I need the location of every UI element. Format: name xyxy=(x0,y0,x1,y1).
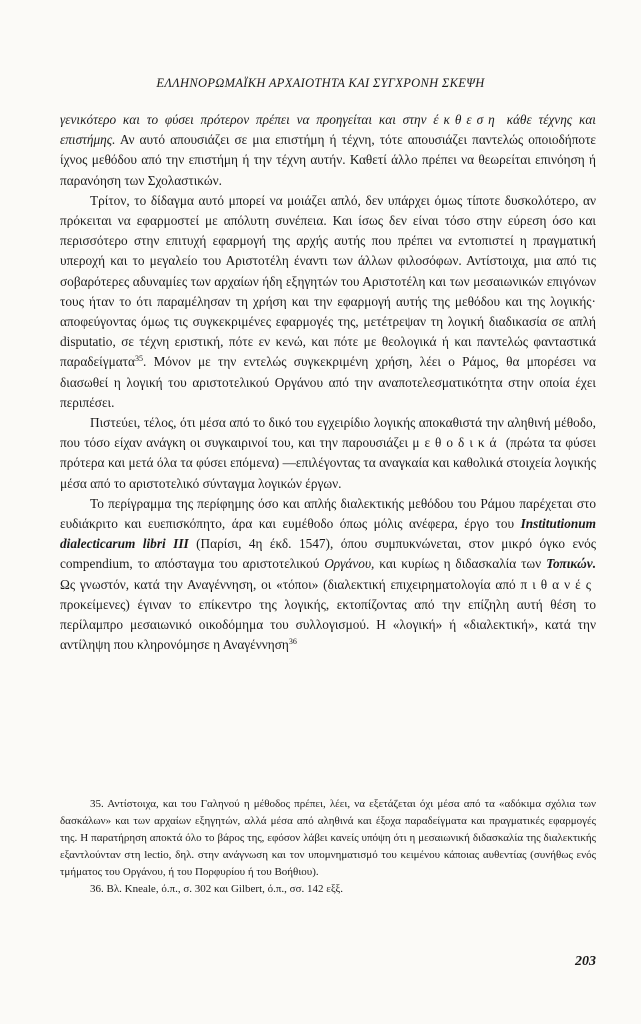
book-title: Institutionum dialecticarum libri III xyxy=(60,516,596,552)
text-fragment: Το περίγραμμα της περίφημης όσο και απλής διαλεκτικής μεθόδου του Ράμου παρέχεται στο ευδιάκριτο και ευεπισκόπητο, άρα και ευμέθοδο όπως μόλις ανέφερα, έργο του xyxy=(60,495,596,532)
spaced-emphasis: μεθοδικά xyxy=(412,435,502,451)
text-fragment: (πρώτα τα φύσει πρότερα και μετά όλα τα φύσει επόμενα) —επιλέγοντας τα αναγκαία και καθολικά στοιχεία λογικής μέσα από το αριστοτελικό σύνταγμα λογικών έργων. xyxy=(60,435,596,491)
italic-fragment: κάθε τέχνης και επιστήμης. xyxy=(60,112,596,148)
running-header: ΕΛΛΗΝΟΡΩΜΑΪΚΗ ΑΡΧΑΙΟΤΗΤΑ ΚΑΙ ΣΥΓΧΡΟΝΗ ΣΚΕΨΗ xyxy=(156,76,485,90)
paragraph-4 xyxy=(60,494,596,656)
italic-word: Οργάνου, xyxy=(324,556,375,572)
text-fragment: και κυρίως η διδασκαλία των xyxy=(379,556,542,572)
text-fragment: Πιστεύει, τέλος, ότι μέσα από το δικό του εγχειρίδιο λογικής αποκαθιστά την αληθινή μέθοδο, που τόσο είχαν ανάγκη οι συγκαιρινοί του, και την παρουσιάζει xyxy=(60,415,596,451)
footnote-35: 35. Αντίστοιχα, και του Γαληνού η μέθοδος πρέπει, λέει, να εξετάζεται όχι μέσα από τα «αδόκιμα σχόλια των δασκάλων» και των αρχαίων εξηγητών, αλλά μέσα από αληθινά και έξοχα παραδείγματα και πραγματικές εφαρμογές της. Η παρατήρηση αποκτά όλο το βάρος της, εφόσον λάβει κανείς υπόψη ότι η μεσαιωνική διδασκαλία της διαλεκτικής εξαντλούνταν στη lectio, δηλ. στην ανάγνωση και τον υπομνηματισμό του κειμένου κάποιας αυθεντίας (συνήθως ενός τμήματος του Οργάνου, ή του Πορφυρίου ή του Βοήθιου). xyxy=(60,798,596,878)
main-text xyxy=(60,110,596,655)
footnote-ref: 36 xyxy=(288,637,297,647)
paragraph-1 xyxy=(60,110,596,191)
footnotes xyxy=(60,796,596,898)
italic-fragment: γενικότερο και το φύσει πρότερον πρέπει να προηγείται και στην xyxy=(60,112,427,127)
footnote-ref: 35 xyxy=(135,354,143,364)
text-fragment: . Μόνον με την εντελώς συγκεκριμένη χρήση, λέει ο Ράμος, θα μπορέσει να διασωθεί η λογική του αριστοτελικού Οργάνου από την αναποτελεσματικότητα στην οποία έχει περιπέσει. xyxy=(60,354,596,410)
spaced-emphasis: πιθανές xyxy=(520,576,597,592)
text-fragment: προκείμενες) έγιναν το επίκεντρο της λογικής, εκτοπίζοντας από την επίζηλη αυτή θέση το περίλαμπρο μεσαιωνικό οικοδόμημα του συλλογισμού. Η «λογική» ή «διαλεκτική», κατά την αντίληψη που κληρονόμησε η Αναγέννηση xyxy=(60,596,596,653)
text-fragment: (Παρίσι, 4η έκδ. 1547), όπου συμπυκνώνεται, στον μικρό όγκο ενός compendium, το απόσταγμα του αριστοτελικού xyxy=(60,536,596,572)
paragraph-2 xyxy=(60,191,596,413)
page-number: 203 xyxy=(575,954,596,969)
paragraph-3 xyxy=(60,413,596,494)
text-fragment: Αν αυτό απουσιάζει σε μια επιστήμη ή τέχνη, τότε απουσιάζει παντελώς οποιοδήποτε ίχνος μεθόδου από την επιστήμη ή την τέχνη αυτήν. Καθετί άλλο πρέπει να θεωρείται επινόηση ή παρανόηση των Σχολαστικών. xyxy=(60,132,597,188)
italic-word: Τοπικών. xyxy=(546,556,597,572)
spaced-emphasis: έκθεση xyxy=(433,112,500,127)
footnote-36: 36. Βλ. Kneale, ό.π., σ. 302 και Gilbert, ό.π., σσ. 142 εξξ. xyxy=(90,883,344,895)
text-fragment: Ως γνωστόν, κατά την Αναγέννηση, οι «τόποι» (διαλεκτική επιχειρηματολογία από xyxy=(60,576,516,592)
text-fragment: Τρίτον, το δίδαγμα αυτό μπορεί να μοιάζει απλό, δεν υπάρχει όμως τίποτε δυσκολότερο, αν πρόκειται να εφαρμοστεί με απόλυτη συνέπεια. Και ίσως δεν είναι τόσο στην εύρεση όσο και περισσότερο στην επιτυχή εφαρμογή της αρχής αυτής που πρέπει να εντοπιστεί η πραγματική υπεροχή και το μεγαλείο του Αριστοτέλη έναντι των άλλων φιλοσόφων. Αντίστοιχα, μια από τις σοβαρότερες αδυναμίες των αρχαίων ήδη εξηγητών του Αριστοτέλη και των μεσαιωνικών επιγόνων τους ήταν το ότι παραμέλησαν τη χρήση και την εφαρμογή αυτής της μεθόδου και της λογικής· αποφεύγοντας όμως τις συγκεκριμένες εφαρμογές της, μετέτρεψαν τη λογική διαδικασία σε απλή disputatio, σε τέχνη εριστική, πότε εν κενώ, και πότε με θεολογικά ή και παντελώς φανταστικά παραδείγματα xyxy=(60,192,596,370)
